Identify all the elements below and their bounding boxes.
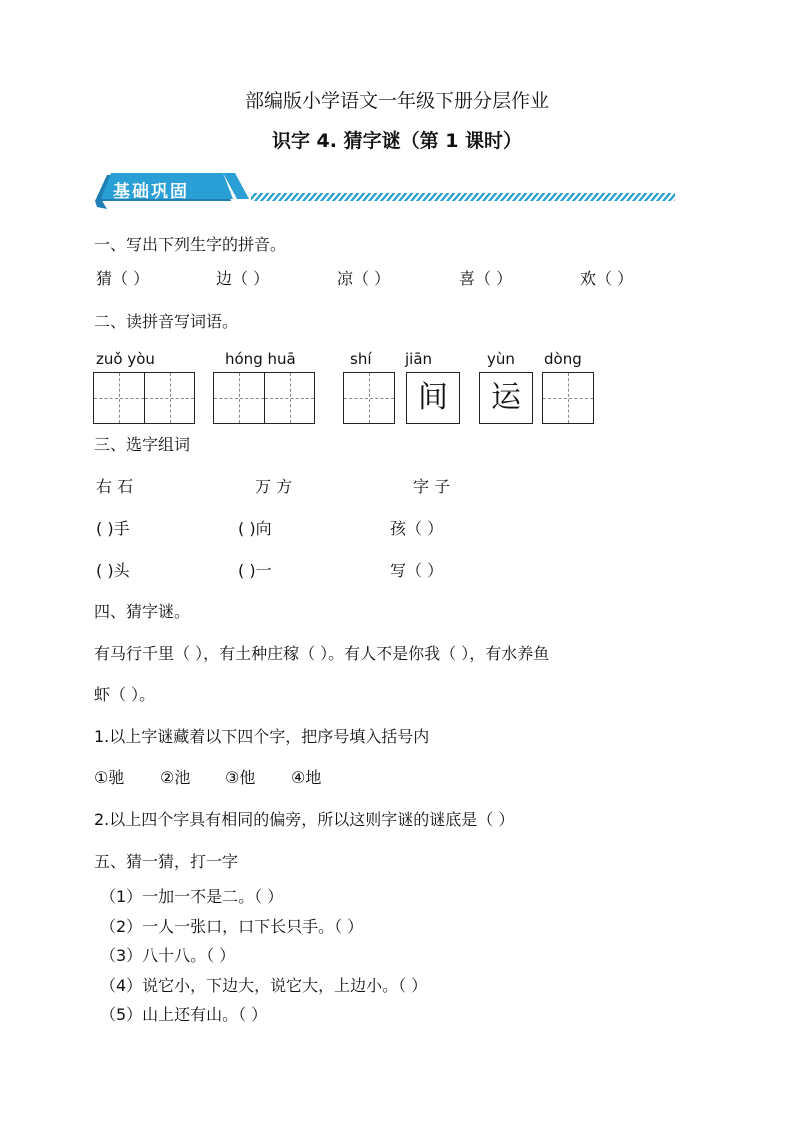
char-choice-group: 万 方	[255, 477, 293, 496]
pinyin-label: yùn	[487, 350, 515, 368]
riddle-item: （5）山上还有山。（ ）	[100, 1005, 268, 1024]
riddle-item: （4）说它小，下边大，说它大，上边小。（ ）	[100, 976, 428, 995]
word-blank[interactable]: 写（ ）	[390, 561, 444, 580]
writing-grid[interactable]	[93, 372, 195, 424]
q4-sub-question: 2.以上四个字具有相同的偏旁，所以这则字谜的谜底是（ ）	[94, 810, 515, 829]
writing-grid[interactable]	[343, 372, 395, 424]
option: ①驰	[94, 768, 125, 787]
pinyin-label: dòng	[544, 350, 582, 368]
option: ②池	[160, 768, 191, 787]
q4-heading: 四、猜字谜。	[94, 602, 191, 621]
given-char-box: 间	[406, 372, 460, 424]
grid-cell[interactable]	[214, 373, 264, 423]
pinyin-label: zuǒ yòu	[96, 350, 155, 368]
riddle-item: （1）一加一不是二。（ ）	[100, 887, 284, 906]
grid-cell[interactable]	[264, 373, 314, 423]
q1-item: 欢（ ）	[580, 269, 634, 288]
option: ③他	[225, 768, 256, 787]
section-banner	[93, 171, 683, 211]
writing-grid[interactable]	[542, 372, 594, 424]
lesson-title: 识字 4. 猜字谜（第 1 课时）	[271, 130, 523, 152]
word-blank[interactable]: 孩（ ）	[390, 519, 444, 538]
char-choice-group: 右 石	[96, 477, 134, 496]
q3-heading: 三、选字组词	[94, 435, 191, 454]
q1-item: 喜（ ）	[459, 269, 513, 288]
q4-sub-question: 1.以上字谜藏着以下四个字，把序号填入括号内	[94, 727, 430, 746]
grid-cell[interactable]	[344, 373, 394, 423]
grid-cell[interactable]	[94, 373, 144, 423]
char-choice-group: 字 子	[413, 477, 451, 496]
riddle-item: （2）一人一张口，口下长只手。（ ）	[100, 917, 364, 936]
grid-cell[interactable]	[144, 373, 194, 423]
writing-grid[interactable]	[213, 372, 315, 424]
word-blank[interactable]: ( )向	[238, 519, 272, 538]
word-blank[interactable]: ( )手	[96, 519, 130, 538]
riddle-text: 有马行千里（ ），有土种庄稼（ ）。有人不是你我（ ），有水养鱼	[94, 644, 550, 663]
worksheet-title: 部编版小学语文一年级下册分层作业	[244, 90, 549, 112]
q1-item: 凉（ ）	[337, 269, 391, 288]
section-label: 基础巩固	[113, 182, 189, 202]
q2-heading: 二、读拼音写词语。	[94, 312, 239, 331]
q1-item: 猜（ ）	[96, 269, 150, 288]
q1-heading: 一、写出下列生字的拼音。	[94, 235, 287, 254]
word-blank[interactable]: ( )头	[96, 561, 130, 580]
pinyin-label: hóng huā	[225, 350, 296, 368]
q1-item: 边（ ）	[216, 269, 270, 288]
pinyin-label: jiān	[405, 350, 433, 368]
option: ④地	[291, 768, 322, 787]
riddle-item: （3）八十八。（ ）	[100, 946, 236, 965]
riddle-text: 虾（ ）。	[94, 685, 156, 704]
grid-cell[interactable]	[543, 373, 593, 423]
pinyin-label: shí	[350, 350, 372, 368]
word-blank[interactable]: ( )一	[238, 561, 272, 580]
q5-heading: 五、猜一猜，打一字	[94, 852, 239, 871]
given-char-box: 运	[479, 372, 533, 424]
